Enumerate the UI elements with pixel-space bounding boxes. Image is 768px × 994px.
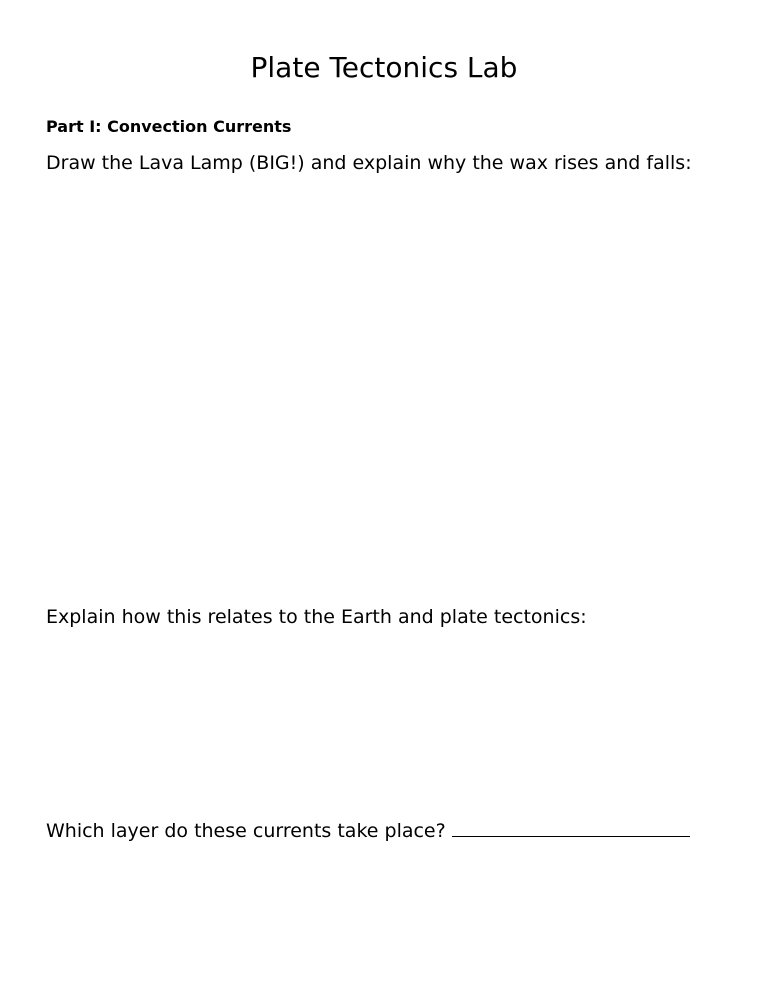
drawing-answer-area[interactable] (46, 182, 722, 592)
page-title: Plate Tectonics Lab (250, 51, 518, 84)
earth-relation-prompt: Explain how this relates to the Earth and plate tectonics: (46, 606, 587, 628)
layer-answer-blank[interactable] (452, 816, 690, 837)
layer-question-text: Which layer do these currents take place? (46, 820, 446, 842)
explanation-answer-area[interactable] (46, 636, 722, 806)
layer-question (46, 816, 690, 844)
lava-lamp-prompt: Draw the Lava Lamp (BIG!) and explain why the wax rises and falls: (46, 152, 692, 174)
part-heading: Part I: Convection Currents (46, 117, 292, 136)
